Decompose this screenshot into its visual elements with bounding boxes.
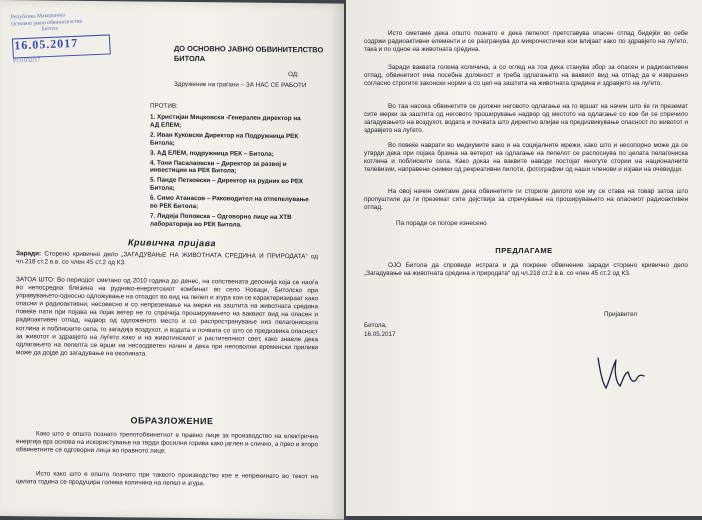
left-page	[0, 0, 344, 520]
recipient-line-1: ДО ОСНОВНО ЈАВНО ОБВИНИТЕЛСТВО	[174, 43, 324, 55]
reasoning-paragraph-2: Исто како што е општо познато при таквото производство кое е непрекинато во текот на целата година се продуцира голема количина на пепел и згура.	[16, 470, 318, 488]
reason-label: ЗАТОА ШТО:	[16, 276, 55, 284]
from-label: ОД:	[288, 71, 299, 79]
reason-text: Во периодот сметано од 2010 година до денес, на сопствената депонија која се наоѓа во непосредна близина на руднико-енергетскиот комбинат во село Новаци, Битолско при управувањето-односно одложување на отпадот во вид на пепел и згура кои се карактеризираат како опасни и радиоактивни, несовесно и со непреземање на мерки на заштита на животната средина повеќе пати при појава на појак ветер не го спречија проширувањето на ваквиот вид на опасен и радиоактивен отпад, надвор од одложеното место и со распространување низ пелагониската котлина и поблиските села, го загадија воздухот, и водата и почвата со што се предизвика опасност за животот и здравјето на луѓето како и на животинскиот и растителниот свет, како знаеле дека одлагањето на пепелта се врши на несоодветен начин и дека при неповолни временски прилики може да дојде до загадување на околината.	[16, 276, 319, 358]
accused-item: 2. Иван Куковски Директор на Подружница РЕК Битола;	[150, 131, 299, 147]
charge-label: Заради:	[16, 250, 42, 258]
stamp-number: РО1032/17	[12, 57, 41, 65]
propose-text: ОЈО Битола да спроведе истрага и да покрене обвинение заради сторено кривично дело „Загадување на животната средина и природата“ од чл.218 ст.2 в.в. со член 45 ст.2 од КЗ.	[364, 262, 688, 278]
reasoning-paragraph-1: Како што е општо познато трепотобвинетнот е правно лице за производство на електрична енергија врз основа на искористување на тврди фосилни горива како јаглен и слично, а прво и второ обвинетните се одговорни лица во правното лице.	[16, 430, 318, 455]
charge-text: Сторено кривично дело „ЗАГАДУВАЊЕ НА ЖИВОТНАТА СРЕДИНА И ПРИРОДАТА“ од чл.218 ст.2 в.в. со член 45 ст.2 од КЗ.	[16, 250, 318, 267]
accused-item: 5. Панде Петковски – Директор на рудник во РЕК Битола;	[150, 176, 303, 193]
body-paragraph-2: Заради ваквата голема количина, а со оглед на тоа дека станува збор за опасен и радиоактивен отпад, обвинетиот има посебна должност и треба одлагањето на ваквиот вид на отпад да е извршено согласно строгите законски норми а со цел на заштита на животната средина и здравјето на луѓето.	[364, 64, 688, 88]
charge-paragraph	[16, 250, 318, 269]
received-stamp	[11, 11, 106, 69]
accused-item: 7. Лидија Поповска – Одговорно лице на ХТВ лабораторија во РЕК Битола.	[150, 212, 292, 229]
stamp-date: 16.05.2017	[13, 35, 79, 53]
section-title: ОБРАЗЛОЖЕНИЕ	[130, 415, 214, 427]
submitter-label: Пријавител	[604, 311, 638, 318]
document-title: Кривична пријава	[128, 237, 216, 249]
propose-title: ПРЕДЛАГАМЕ	[495, 246, 553, 255]
from-value: Здружение на граѓани – ЗА НАС СЕ РАБОТИ	[174, 80, 307, 90]
accused-item: 4. Тони Пасалаовски – Директор за развој и инвестиции на РЕК Битола;	[150, 159, 287, 175]
accused-item: 3. АД ЕЛЕМ, подружница РЕК – Битола;	[150, 149, 274, 158]
against-label: ПРОТИВ:	[150, 102, 178, 110]
signature	[590, 350, 660, 395]
stamp-line-2: Основно јавно обвинителство	[10, 18, 83, 28]
stamp-line-1: Република Македонија	[10, 12, 66, 21]
body-paragraph-4: Во повеќе наврати во медиумите како и на социјалните мрежи, како што и несопорно може да се утврди дека при појака брзина на ветерот на одлагање на пепелот се распоснува по целата пелагониска котлина и поблиските села. Како доказ на ваквите наводи постојат многуте стории на националните телевизии, направени снимки од рекреативни пилоти, фотографии од наши членови и изјави на очевидци.	[364, 142, 688, 174]
body-paragraph-6: Па поради се погоре изнесено	[396, 220, 487, 227]
body-paragraph-3: Во таа насока обвинетите се должни неговото одлагање на го вршат на начин што ќе ги преземат сите мерки за заштита од неговото проширување надвор од местото на одлагање со кое би се спречило загадувањето на воздухот, водата и почвата што директно влијае на предизвикување опасност по животот и здравјето на луѓето.	[364, 103, 688, 135]
right-page	[346, 0, 702, 516]
body-paragraph-5: На овој начин сметаме дека обвинетите ги сториле делото кое му се става на товар затоа што пропуштиле да ги преземат сите дејствија за спречување на проширувањето на опасниот радиоактивен отпад.	[364, 188, 688, 212]
city: Битола,	[364, 322, 387, 329]
recipient	[174, 44, 323, 66]
body-paragraph-1: Исто сметаме дека општо познато е дека пепелот претставува опасен отпад бидејќи во себе содржи радиоактивни елементи и се разгранува до микрочестички кои влијаат како по здравјето на луѓето, така и по одное на животната средина.	[364, 30, 688, 54]
stamp-line-3: Битола	[41, 25, 59, 33]
accused-item: 1. Христијан Мицковски -Генерален директор на АД ЕЛЕМ;	[150, 113, 301, 129]
recipient-line-2: БИТОЛА	[174, 53, 206, 64]
date: 16.05.2017	[364, 331, 396, 338]
accused-item: 6. Симо Атанасов – Раководител на отпепелување во РЕК Битола;	[150, 194, 309, 211]
reason-paragraph	[16, 276, 318, 360]
against-list	[150, 114, 310, 230]
